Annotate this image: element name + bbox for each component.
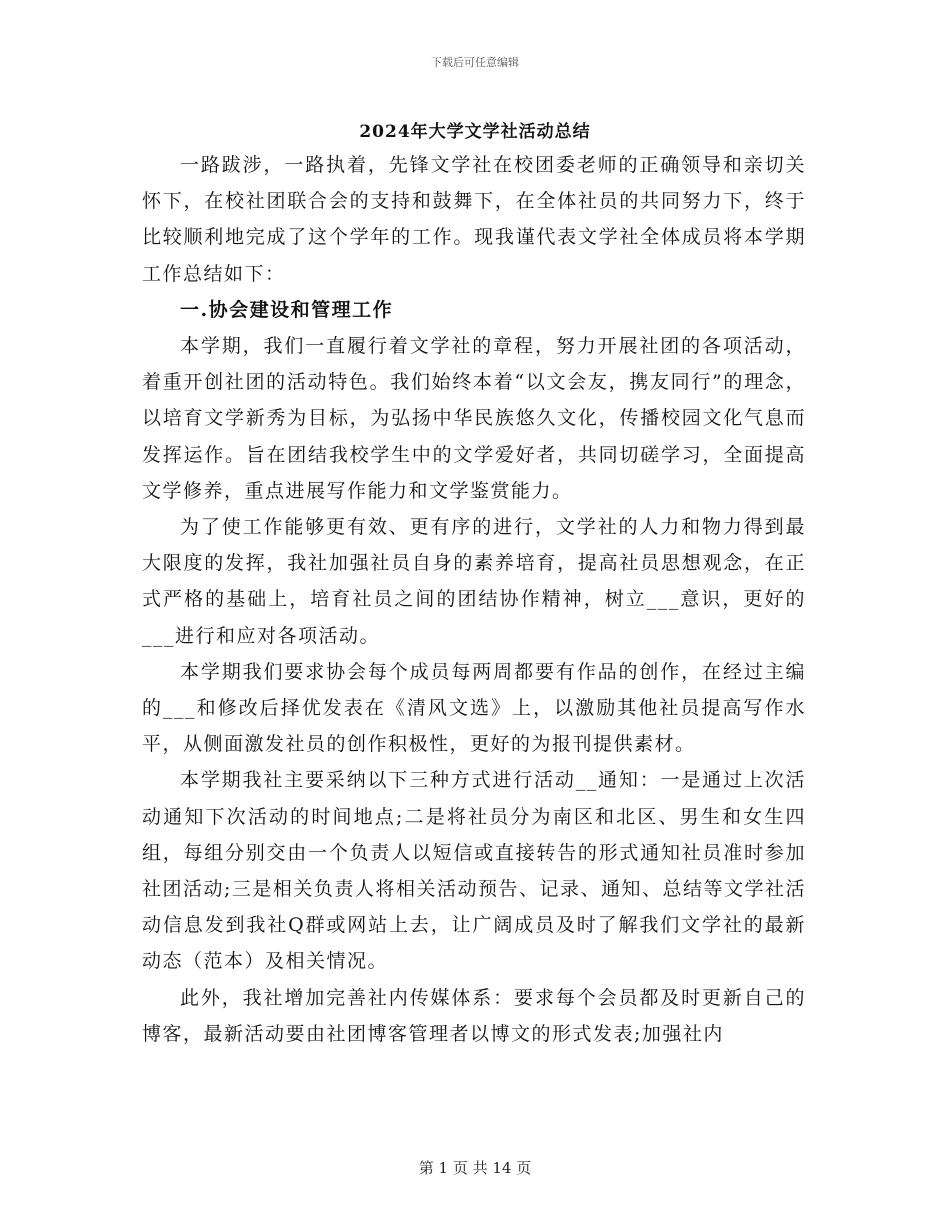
paragraph: 本学期，我们一直履行着文学社的章程，努力开展社团的各项活动，着重开创社团的活动特色。我们始终本着“以文会友，携友同行”的理念，以培育文学新秀为目标，为弘扬中华民族悠久文化，传播校园文化气息而发挥运作。旨在团结我校学生中的文学爱好者，共同切磋学习，全面提高文学修养，重点进展写作能力和文学鉴赏能力。 [142,335,806,502]
document-body [142,147,806,1052]
header-note: 下载后可任意编辑 [431,56,519,69]
paragraph: 本学期我社主要采纳以下三种方式进行活动__通知：一是通过上次活动通知下次活动的时间地点;二是将社员分为南区和北区、男生和女生四组，每组分别交由一个负责人以短信或直接转告的形式通知社员准时参加社团活动;三是相关负责人将相关活动预告、记录、通知、总结等文学社活动信息发到我社Q群或网站上去，让广阔成员及时了解我们文学社的最新动态（范本）及相关情况。 [142,769,806,973]
paragraph: 为了使工作能够更有效、更有序的进行，文学社的人力和物力得到最大限度的发挥，我社加强社员自身的素养培育，提高社员思想观念，在正式严格的基础上，培育社员之间的团结协作精神，树立___意识，更好的___进行和应对各项活动。 [142,516,806,647]
paragraph-intro: 一路跋涉，一路执着，先锋文学社在校团委老师的正确领导和亲切关怀下，在校社团联合会的支持和鼓舞下，在全体社员的共同努力下，终于比较顺利地完成了这个学年的工作。现我谨代表文学社全体成员将本学期工作总结如下： [142,154,806,285]
document-title: 2024年大学文学社活动总结 [359,122,591,142]
page-footer: 第 1 页 共 14 页 [418,1159,532,1177]
paragraph: 此外，我社增加完善社内传媒体系：要求每个会员都及时更新自己的博客，最新活动要由社团博客管理者以博文的形式发表;加强社内 [142,986,806,1045]
section-heading: 一.协会建设和管理工作 [180,298,394,321]
paragraph: 本学期我们要求协会每个成员每两周都要有作品的创作，在经过主编的___和修改后择优发表在《清风文选》上，以激励其他社员提高写作水平，从侧面激发社员的创作积极性，更好的为报刊提供素材。 [142,660,806,756]
